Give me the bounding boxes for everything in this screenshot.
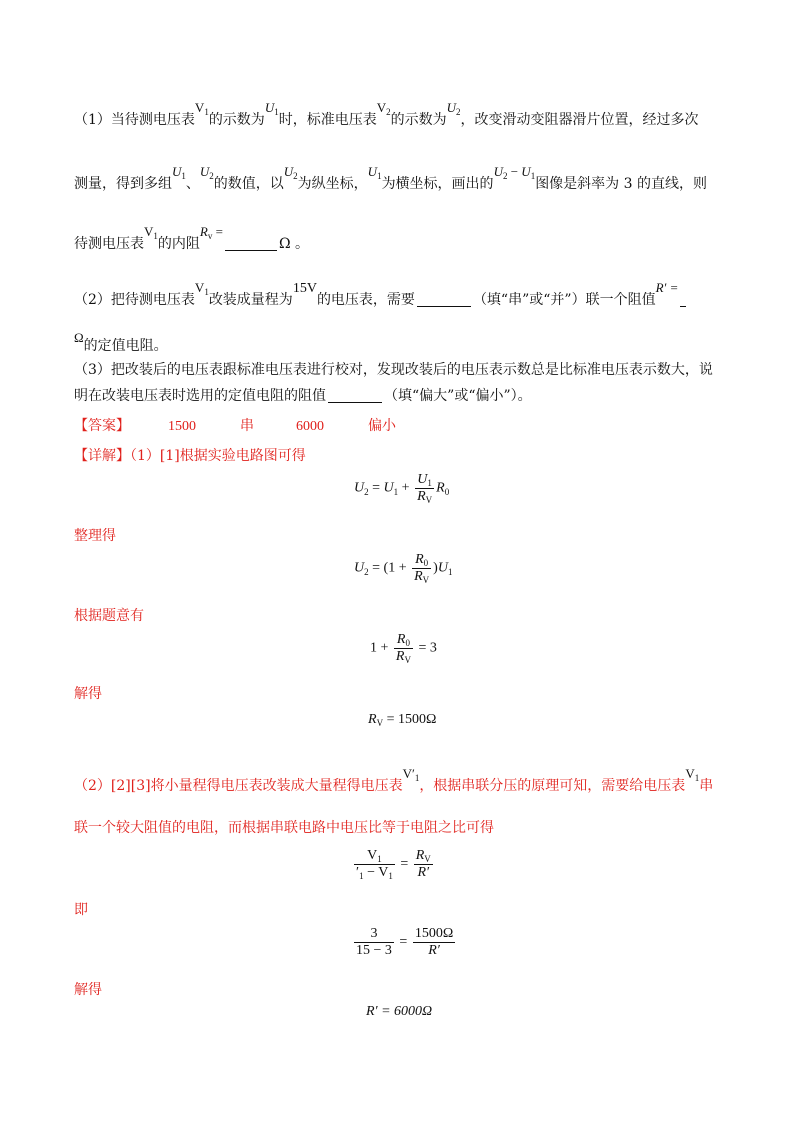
symbol-v1: $V_1$ [144, 224, 158, 241]
equation-1: $U_2 = U_1$ + $\frac{U_1}{R_V}$ $R_0$ [354, 472, 450, 505]
equation-4: $R_V = 1500\Omega$ [368, 712, 437, 728]
symbol-u1: $U_1$ [172, 164, 186, 181]
symbol-r-prime: R′ = [655, 280, 679, 295]
answer-blank-3[interactable] [680, 292, 686, 307]
answer-blank-1[interactable] [225, 236, 277, 251]
symbol-v1: $V_1$ [685, 766, 700, 783]
detail-ji: 即 [74, 902, 88, 918]
q2-line-2: Ω的定值电阻。 [74, 330, 168, 354]
q1-line-3: 待测电压表$V_1$的内阻$R_v =\Omega$ 。 [74, 224, 309, 252]
q1-line-2: 测量，得到多组$U_1$、$U_2$的数值，以$U_2$为纵坐标，$U_1$为横坐标，画出的$U_2 - U_1$图像是斜率为 3 的直线，则 [74, 164, 707, 192]
symbol-u2-minus-u1: $U_2 - U_1$ [493, 164, 536, 181]
q2-line-1: （2）把待测电压表$V_1$改装成量程为15V的电压表，需要 （填“串”或“并”）联一个阻值R′ = [74, 290, 688, 311]
equation-3: 1 + $\frac{R_0}{R_V}$ = 3 [370, 632, 437, 665]
symbol-u2: $U_2$ [283, 164, 298, 181]
detail-jiede-1: 解得 [74, 686, 102, 702]
detail-zhengli: 整理得 [74, 528, 116, 544]
answer-blank-4[interactable] [328, 388, 382, 403]
answer-value-3: 6000 [296, 419, 324, 434]
symbol-v1: $V_1$ [194, 100, 209, 117]
symbol-u2: $U_2$ [446, 100, 461, 117]
symbol-u1: $U_1$ [367, 164, 382, 181]
equation-2: $U_2 = (1$ + $\frac{R_0}{R_V}$ )$U_1$ [354, 552, 453, 585]
detail-genju: 根据题意有 [74, 608, 144, 624]
detail-p2-line-2: 联一个较大阻值的电阻，而根据串联电路中电压比等于电阻之比可得 [74, 820, 494, 836]
answer-line [74, 416, 396, 437]
q3-line-2: 明在改装电压表时选用的定值电阻的阻值 （填“偏大”或“偏小”）。 [74, 388, 532, 404]
q1-line-1: （1）当待测电压表$V_1$的示数为$U_1$时，标准电压表$V_2$的示数为$U_2$，改变滑动变阻器滑片位置，经过多次 [74, 100, 699, 128]
detail-label: 【详解】 [74, 448, 130, 464]
symbol-v2: $V_2$ [376, 100, 391, 117]
symbol-u1: $U_1$ [264, 100, 279, 117]
answer-value-2: 串 [240, 418, 254, 434]
answer-blank-2[interactable] [417, 292, 471, 307]
detail-p2-line-1: （2）[2][3]将小量程得电压表改装成大量程得电压表$V'_1$，根据串联分压的原理可知，需要给电压表$V_1$串 [74, 766, 714, 794]
symbol-rv: $R_v$ = [199, 224, 223, 241]
q3-line-1: （3）把改装后的电压表跟标准电压表进行校对，发现改装后的电压表示数总是比标准电压表示数大，说 [74, 362, 713, 378]
symbol-v1-prime: $V'_1$ [402, 766, 420, 783]
detail-jiede-2: 解得 [74, 982, 102, 998]
answer-value-1: 1500 [168, 419, 196, 434]
equation-6: $\frac{3}{15 - 3}$ = $\frac{1500\Omega}{R'}$ [356, 926, 454, 958]
symbol-u2: $U_2$ [199, 164, 214, 181]
equation-5: $\frac{V_1}{'_1 - V_1}$ = $\frac{R_V}{R'}$ [356, 848, 431, 881]
symbol-ohm: Ω [74, 330, 84, 345]
answer-label: 【答案】 [74, 418, 130, 434]
symbol-v1: $V_1$ [194, 280, 209, 297]
answer-value-4: 偏小 [368, 418, 396, 434]
detail-line-1: 【详解】（1）[1]根据实验电路图可得 [74, 448, 306, 464]
equation-7: R′ = 6000Ω [366, 1004, 433, 1019]
